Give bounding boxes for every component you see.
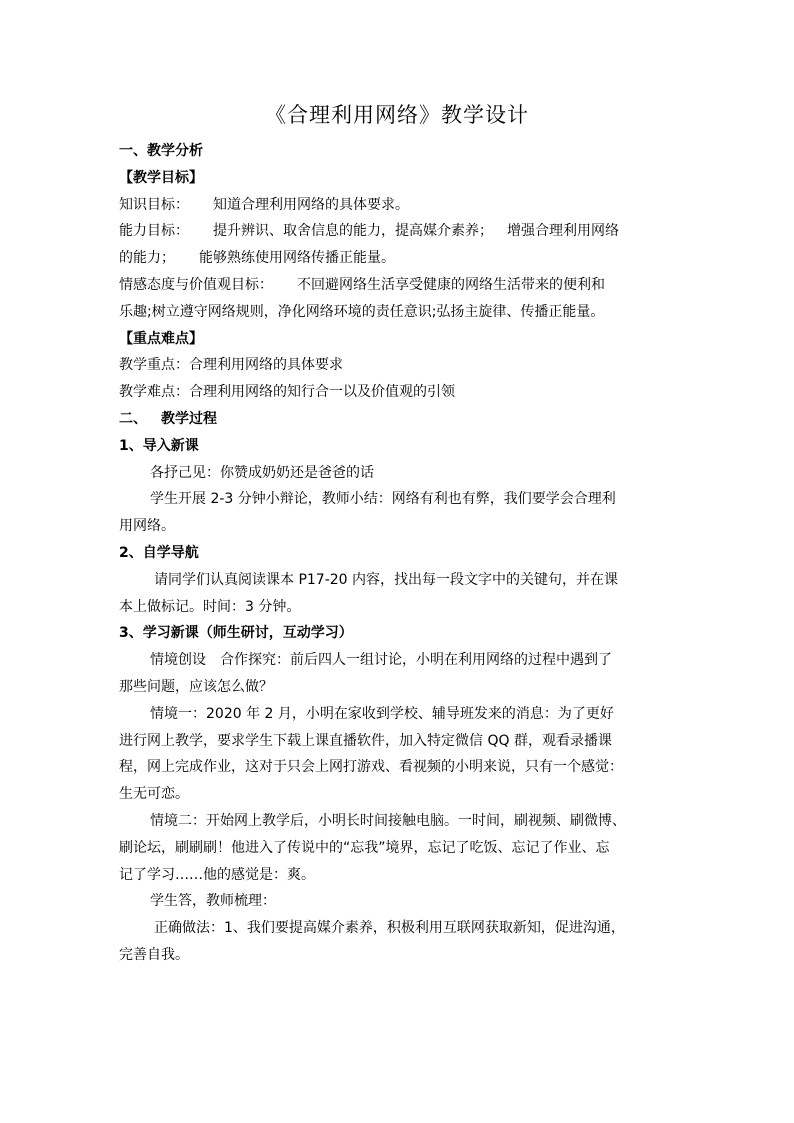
process-heading-num: 二、 — [119, 410, 147, 427]
step1-line3: 用网络。 — [119, 518, 175, 535]
step2-heading: 2、自学导航 — [119, 544, 199, 561]
step1-line1: 各抒己见：你赞成奶奶还是爸爸的话 — [150, 464, 374, 481]
process-heading-text: 教学过程 — [161, 410, 217, 427]
step3-line2: 那些问题，应该怎么做？ — [119, 678, 273, 695]
section-heading-analysis: 一、教学分析 — [119, 143, 203, 159]
scene2-line3: 记了学习……他的感觉是：爽。 — [119, 866, 315, 883]
knowledge-label: 知识目标： — [119, 196, 189, 213]
step2-line1: 请同学们认真阅读课本 P17-20 内容，找出每一段文字中的关键句，并在课 — [154, 571, 619, 588]
teaching-difficulty: 教学难点：合理利用网络的知行合一以及价值观的引领 — [119, 384, 455, 401]
emotion-objective-line1 — [119, 272, 679, 299]
ability-text-1: 提升辨识、取舍信息的能力，提高媒介素养； — [213, 223, 493, 240]
section-heading-process — [119, 406, 679, 433]
document-body — [119, 138, 679, 969]
ability-text-3: 的能力； — [119, 250, 175, 267]
knowledge-objective — [119, 192, 679, 219]
scene1-line4: 生无可恋。 — [119, 786, 189, 803]
knowledge-text: 知道合理利用网络的具体要求。 — [213, 196, 409, 213]
ability-text-2: 增强合理利用网络 — [507, 223, 619, 240]
ability-text-4: 能够熟练使用网络传播正能量。 — [199, 250, 395, 267]
objectives-heading: 【教学目标】 — [119, 169, 203, 186]
emotion-text-1: 不回避网络生活享受健康的网络生活带来的便利和 — [297, 276, 605, 293]
scene1-line2: 进行网上教学，要求学生下载上课直播软件，加入特定微信 QQ 群，观看录播课 — [119, 732, 612, 749]
ability-objective-line1 — [119, 218, 679, 245]
emotion-objective-line2: 乐趣;树立遵守网络规则，净化网络环境的责任意识;弘扬主旋律、传播正能量。 — [119, 303, 605, 320]
correct-line2: 完善自我。 — [119, 946, 189, 963]
ability-objective-line2 — [119, 245, 679, 272]
step1-heading: 1、导入新课 — [119, 437, 199, 454]
step3-line1a: 情境创设 — [150, 652, 206, 669]
ability-label: 能力目标： — [119, 223, 189, 240]
correct-line1: 正确做法：1、我们要提高媒介素养，积极利用互联网获取新知，促进沟通， — [154, 920, 625, 937]
step2-line2: 本上做标记。时间：3 分钟。 — [119, 598, 301, 615]
step3-heading: 3、学习新课（师生研讨，互动学习） — [119, 625, 353, 642]
answer-line: 学生答，教师梳理： — [150, 893, 276, 910]
step1-line2: 学生开展 2-3 分钟小辩论，教师小结：网络有利也有弊，我们要学会合理利 — [150, 491, 616, 508]
scene1-line3: 程，网上完成作业，这对于只会上网打游戏、看视频的小明来说，只有一个感觉： — [119, 759, 623, 776]
scene2-line2: 刷论坛，刷刷刷！他进入了传说中的“忘我”境界，忘记了吃饭、忘记了作业、忘 — [119, 839, 610, 856]
scene2-line1: 情境二：开始网上教学后，小明长时间接触电脑。一时间，刷视频、刷微博、 — [150, 812, 626, 829]
document-title: 《合理利用网络》教学设计 — [265, 103, 529, 127]
step3-line1 — [119, 647, 679, 674]
step3-line1b: 合作探究：前后四人一组讨论，小明在利用网络的过程中遇到了 — [220, 652, 612, 669]
emotion-label: 情感态度与价值观目标： — [119, 276, 273, 293]
scene1-line1: 情境一：2020 年 2 月，小明在家收到学校、辅导班发来的消息：为了更好 — [150, 705, 614, 722]
keypoints-heading: 【重点难点】 — [119, 330, 203, 347]
teaching-key-point: 教学重点：合理利用网络的具体要求 — [119, 357, 343, 374]
